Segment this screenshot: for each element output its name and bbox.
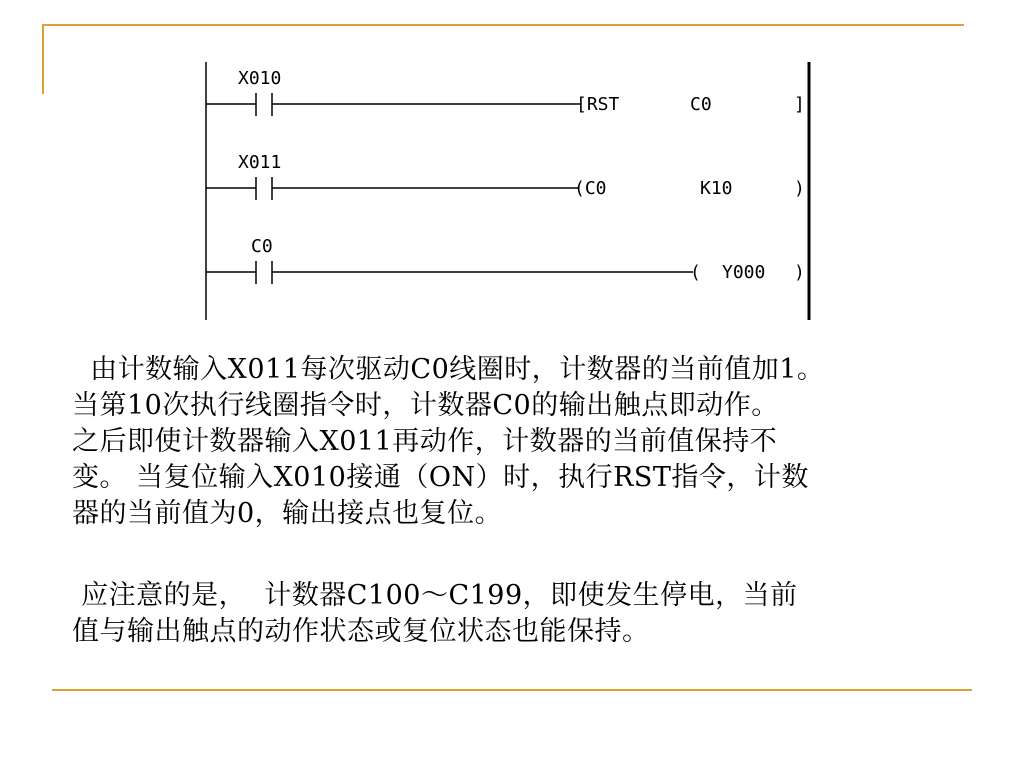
rung-1-contact-symbol (256, 93, 272, 116)
rung-2-operand: K10 (700, 178, 733, 199)
rung-3-instruction: ( (690, 262, 701, 283)
ladder-diagram (0, 0, 1024, 340)
rung-1-close-bracket: ] (794, 94, 805, 115)
paragraph-line: 变。 当复位输入X010接通（ON）时，执行RST指令，计数 (72, 462, 809, 493)
rung-1-contact-label: X010 (238, 68, 282, 89)
rung-2-contact-label: X011 (238, 152, 282, 173)
paragraph-line: 由计数输入X011每次驱动C0线圈时，计数器的当前值加1。 (72, 354, 825, 385)
paragraph-line: 应注意的是， 计数器C100～C199，即使发生停电，当前 (72, 580, 798, 611)
rung-2 (206, 152, 805, 200)
paragraph-line: 之后即使计数器输入X011再动作，计数器的当前值保持不 (72, 426, 778, 457)
note-paragraph (72, 578, 798, 650)
rung-3 (206, 236, 805, 284)
slide-frame-bottom-rule (52, 689, 972, 691)
rung-3-operand: Y000 (722, 262, 766, 283)
explanation-paragraph (72, 352, 824, 532)
rung-2-contact-symbol (256, 177, 272, 200)
rung-3-contact-label: C0 (251, 236, 273, 257)
rung-3-close-bracket: ) (794, 262, 805, 283)
rung-1 (206, 68, 805, 116)
rung-2-close-bracket: ) (794, 178, 805, 199)
rung-2-instruction: (C0 (574, 178, 607, 199)
paragraph-line: 器的当前值为0，输出接点也复位。 (72, 498, 503, 529)
rung-1-operand: C0 (690, 94, 712, 115)
rung-1-instruction: [RST (576, 94, 620, 115)
paragraph-line: 当第10次执行线圈指令时，计数器C0的输出触点即动作。 (72, 390, 779, 421)
rung-3-contact-symbol (256, 261, 272, 284)
paragraph-line: 值与输出触点的动作状态或复位状态也能保持。 (72, 616, 650, 647)
